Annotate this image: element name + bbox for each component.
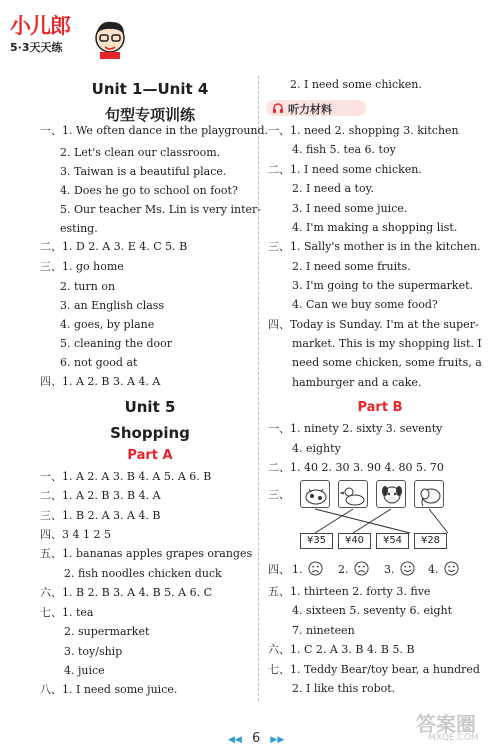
answer-line: 六、1. C 2. A 3. B 4. B 5. B bbox=[268, 643, 415, 656]
listening-material-tag bbox=[266, 100, 366, 116]
answer-line: 2. I need a toy. bbox=[292, 182, 374, 195]
answer-line: 四、Today is Sunday. I'm at the super- bbox=[268, 318, 479, 331]
answer-line: 三、1. B 2. A 3. A 4. B bbox=[40, 509, 161, 522]
part-b-heading: Part B bbox=[357, 400, 403, 415]
price-tag: ¥35 bbox=[300, 533, 333, 549]
answer-line: 七、1. Teddy Bear/toy bear, a hundred bbox=[268, 663, 480, 676]
answer-line: 5. Our teacher Ms. Lin is very inter- bbox=[60, 203, 262, 216]
answer-line: 2. I need some fruits. bbox=[292, 260, 411, 273]
answer-line: 3. Taiwan is a beautiful place. bbox=[60, 165, 227, 178]
answer-line: 2. Let's clean our classroom. bbox=[60, 146, 221, 159]
answer-line: hamburger and a cake. bbox=[292, 376, 422, 389]
face-number: 3. bbox=[384, 563, 395, 576]
prev-arrows-icon: ◀◀ bbox=[228, 735, 242, 745]
price-tag: ¥28 bbox=[414, 533, 447, 549]
happy-face-icon bbox=[400, 561, 415, 576]
sad-face-icon bbox=[354, 561, 369, 576]
answer-line: 5. cleaning the door bbox=[60, 337, 173, 350]
brand-logo bbox=[6, 6, 136, 62]
answer-line: 三、1. Sally's mother is in the kitchen. bbox=[268, 240, 481, 253]
answer-line: 七、1. tea bbox=[40, 606, 94, 619]
unit-title: Unit 1—Unit 4 bbox=[91, 80, 209, 98]
answer-line: esting. bbox=[60, 222, 98, 235]
unit-subtitle: 句型专项训练 bbox=[104, 106, 195, 124]
answer-line: 四、1. A 2. B 3. A 4. A bbox=[40, 375, 161, 388]
face-number: 4. bbox=[428, 563, 439, 576]
brand-name: 小儿郎 bbox=[10, 14, 70, 38]
answer-line: 6. not good at bbox=[60, 356, 138, 369]
sad-face-icon bbox=[308, 561, 323, 576]
part-a-heading: Part A bbox=[127, 448, 173, 463]
column-divider bbox=[258, 76, 259, 701]
answer-line: 4. Can we buy some food? bbox=[292, 298, 438, 311]
answer-line: 二、1. A 2. B 3. B 4. A bbox=[40, 489, 161, 502]
answer-line: 三、 bbox=[268, 488, 290, 501]
face-number: 1. bbox=[292, 563, 303, 576]
watermark: 答案圈 bbox=[416, 712, 476, 736]
unit5-subtitle: Shopping bbox=[110, 424, 190, 442]
answer-line: 一、1. need 2. shopping 3. kitchen bbox=[268, 124, 459, 137]
answer-line: 2. I need some chicken. bbox=[290, 78, 422, 91]
answer-line: 六、1. B 2. B 3. A 4. B 5. A 6. C bbox=[40, 586, 212, 599]
answer-line: 2. I like this robot. bbox=[292, 682, 396, 695]
answer-line: 3. I need some juice. bbox=[292, 202, 408, 215]
answer-line: 4. Does he go to school on foot? bbox=[60, 184, 238, 197]
happy-face-icon bbox=[444, 561, 459, 576]
elephant-picture bbox=[414, 480, 444, 508]
series-name: 5·3天天练 bbox=[10, 41, 63, 54]
page-number: 6 bbox=[251, 731, 261, 746]
answer-line: 4. sixteen 5. seventy 6. eight bbox=[292, 604, 453, 617]
page-footer bbox=[228, 731, 284, 746]
unit5-title: Unit 5 bbox=[124, 398, 176, 416]
watermark-url: MXQE.COM bbox=[428, 733, 479, 743]
next-arrows-icon: ▶▶ bbox=[270, 735, 285, 745]
price-tag: ¥54 bbox=[376, 533, 409, 549]
answer-line: 三、1. go home bbox=[40, 260, 124, 273]
answer-line: 3. an English class bbox=[60, 299, 165, 312]
answer-line: 4. eighty bbox=[292, 442, 341, 455]
answer-line: 3. I'm going to the supermarket. bbox=[292, 279, 474, 292]
answer-line: 二、1. 40 2. 30 3. 90 4. 80 5. 70 bbox=[268, 461, 444, 474]
answer-line: 四、 bbox=[268, 563, 290, 576]
mascot-icon bbox=[90, 16, 130, 60]
matching-lines bbox=[290, 505, 460, 535]
answer-line: 4. I'm making a shopping list. bbox=[292, 221, 458, 234]
answer-line: 2. fish noodles chicken duck bbox=[64, 567, 222, 580]
answer-line: 4. fish 5. tea 6. toy bbox=[292, 143, 396, 156]
face-number: 2. bbox=[338, 563, 349, 576]
answer-line: market. This is my shopping list. I bbox=[292, 337, 482, 350]
answer-line: 八、1. I need some juice. bbox=[40, 683, 178, 696]
cow-picture bbox=[300, 480, 330, 508]
answer-line: 4. juice bbox=[64, 664, 105, 677]
answer-line: 四、3 4 1 2 5 bbox=[40, 528, 111, 541]
answer-line: 一、1. We often dance in the playground. bbox=[40, 124, 269, 137]
answer-line: 二、1. I need some chicken. bbox=[268, 163, 422, 176]
answer-line: need some chicken, some fruits, a bbox=[292, 356, 482, 369]
answer-line: 3. toy/ship bbox=[64, 645, 123, 658]
dog-picture bbox=[376, 480, 406, 508]
headphones-icon bbox=[272, 102, 284, 114]
answer-line: 2. supermarket bbox=[64, 625, 150, 638]
tag-label: 听力材料 bbox=[288, 103, 332, 116]
answer-line: 一、1. A 2. A 3. B 4. A 5. A 6. B bbox=[40, 470, 212, 483]
answer-line: 7. nineteen bbox=[292, 624, 355, 637]
answer-line: 2. turn on bbox=[60, 280, 116, 293]
answer-line: 五、1. thirteen 2. forty 3. five bbox=[268, 585, 431, 598]
answer-line: 4. goes, by plane bbox=[60, 318, 155, 331]
price-tag: ¥40 bbox=[338, 533, 371, 549]
duck-picture bbox=[338, 480, 368, 508]
answer-line: 二、1. D 2. A 3. E 4. C 5. B bbox=[40, 240, 188, 253]
answer-line: 一、1. ninety 2. sixty 3. seventy bbox=[268, 422, 443, 435]
answer-line: 五、1. bananas apples grapes oranges bbox=[40, 547, 253, 560]
